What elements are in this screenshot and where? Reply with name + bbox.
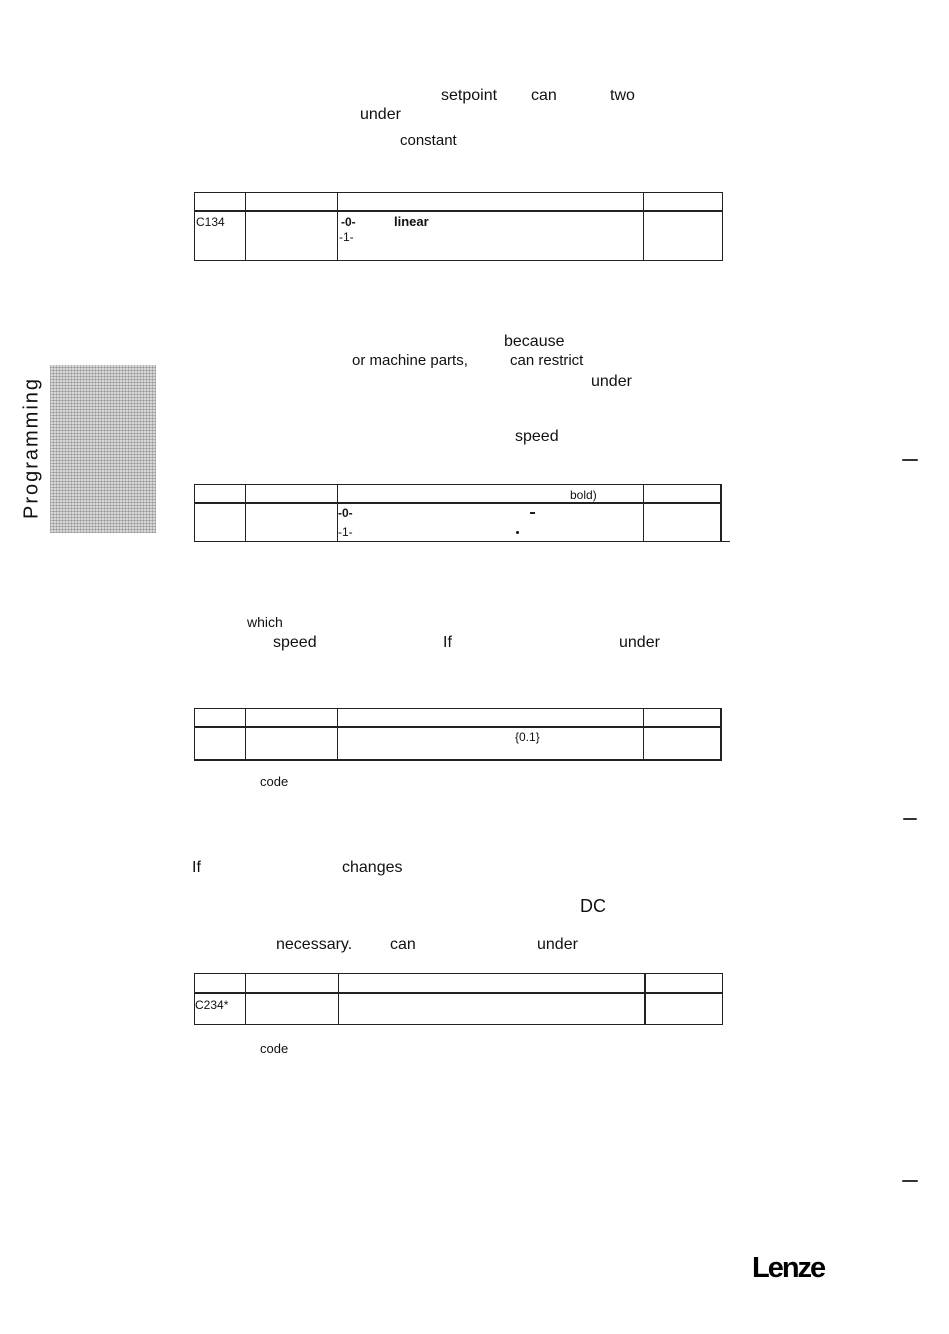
word-under: under bbox=[360, 106, 401, 123]
word-under: under bbox=[591, 373, 632, 390]
table-4-code: C234* bbox=[195, 998, 229, 1012]
table-1-option-0-number: -0- bbox=[341, 215, 356, 229]
word-under: under bbox=[619, 634, 660, 651]
word-can: can bbox=[531, 87, 557, 104]
word-changes: changes bbox=[342, 859, 403, 876]
word-dc: DC bbox=[580, 896, 606, 916]
sidebar-tab-pattern bbox=[50, 365, 156, 533]
words-can-restrict: can restrict bbox=[510, 352, 584, 369]
sidebar-label: Programming bbox=[20, 376, 43, 520]
table-1-option-1-number: -1- bbox=[339, 230, 354, 244]
word-setpoint: setpoint bbox=[441, 87, 498, 104]
table-2-option-0-number: -0- bbox=[338, 506, 353, 520]
table-3-value: {0.1} bbox=[515, 730, 540, 744]
word-speed: speed bbox=[273, 634, 317, 651]
table-2-option-1-number: -1- bbox=[338, 525, 353, 539]
word-two: two bbox=[610, 87, 635, 104]
word-because: because bbox=[504, 333, 565, 350]
lenze-logo: Lenze bbox=[752, 1252, 825, 1284]
table-1-code: C134 bbox=[196, 215, 225, 229]
word-can: can bbox=[390, 936, 416, 953]
footnote-code: code bbox=[260, 1041, 289, 1056]
word-if: If bbox=[443, 634, 452, 651]
edge-mark bbox=[902, 459, 918, 461]
table-1-option-0-text: linear bbox=[394, 214, 429, 229]
footnote-code: code bbox=[260, 774, 289, 789]
word-speed: speed bbox=[515, 428, 559, 445]
word-which: which bbox=[247, 614, 283, 630]
edge-mark bbox=[903, 818, 917, 820]
edge-mark bbox=[902, 1180, 918, 1182]
words-machine-parts: or machine parts, bbox=[352, 352, 468, 369]
table-2-header-note: bold) bbox=[570, 488, 597, 502]
word-necessary: necessary. bbox=[276, 936, 353, 953]
word-constant: constant bbox=[400, 132, 457, 149]
word-under: under bbox=[537, 936, 578, 953]
word-if: If bbox=[192, 859, 201, 876]
